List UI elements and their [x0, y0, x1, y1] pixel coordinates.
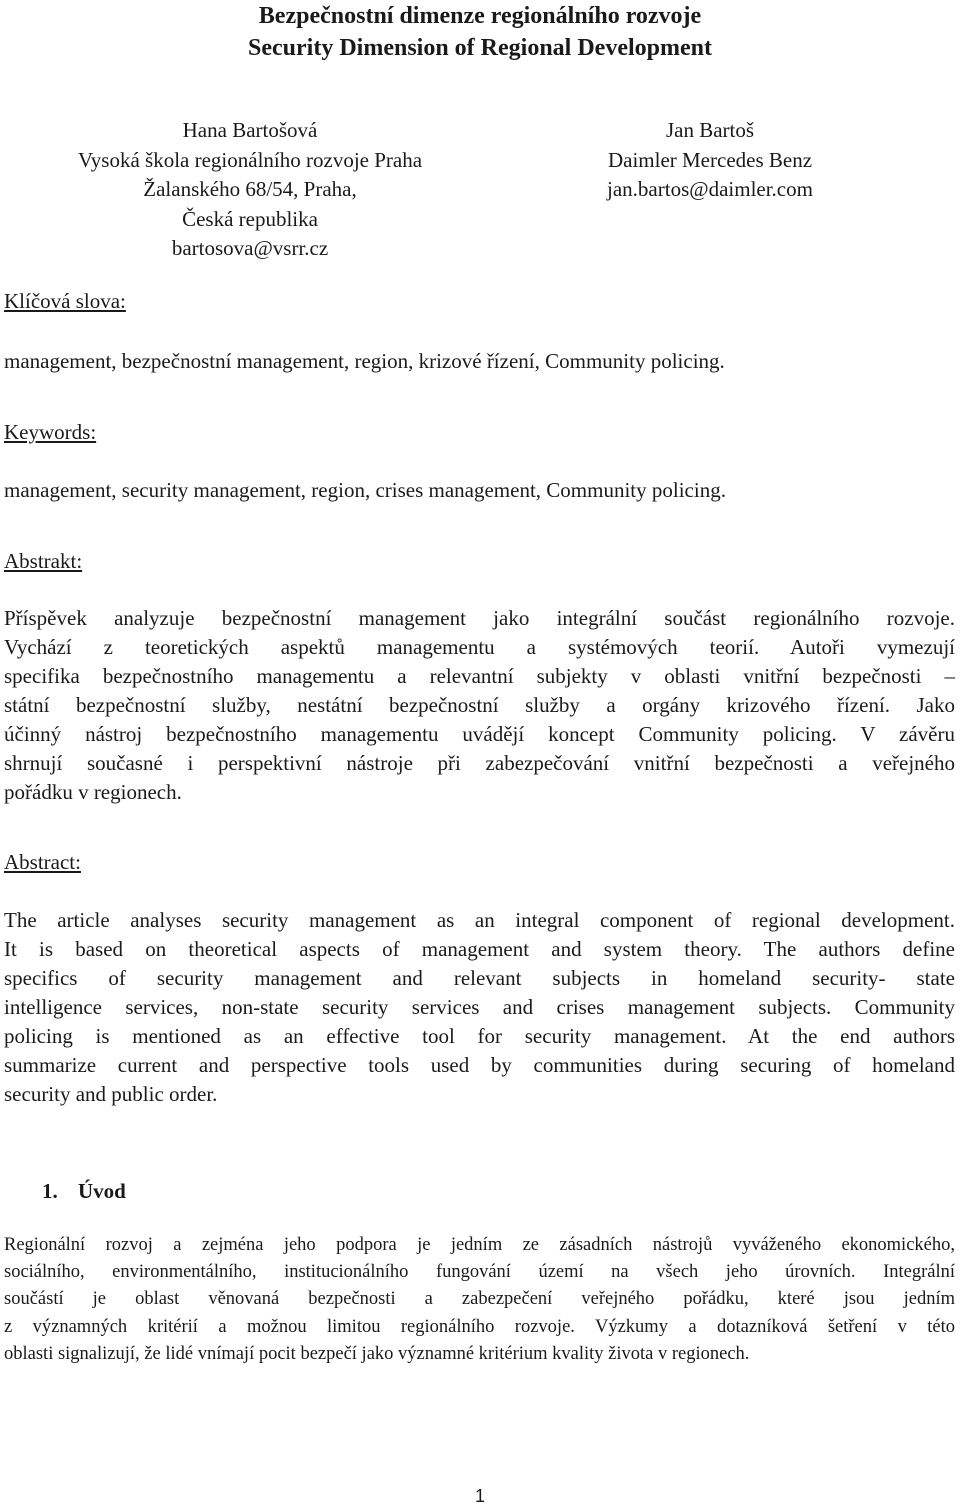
body-line: Regionální rozvoj a zejména jeho podpora je jedním ze zásadních nástrojů vyváženého ekonomického, — [4, 1235, 955, 1255]
author-name: Hana Bartošová — [182, 118, 318, 142]
abstract-cs-line: shrnují současné i perspektivní nástroje při zabezpečování vnitřní bezpečnosti a veřejného — [4, 751, 955, 775]
keywords-cs-text: management, bezpečnostní management, region, krizové řízení, Community policing. — [4, 349, 725, 373]
abstract-cs-line: specifika bezpečnostního managementu a relevantní subjekty v oblasti vnitřní bezpečnosti – — [4, 664, 955, 688]
title-english: Security Dimension of Regional Development — [248, 35, 712, 61]
author-name: Jan Bartoš — [665, 118, 755, 142]
section-title: Úvod — [78, 1179, 126, 1203]
author-affiliation: Vysoká škola regionálního rozvoje Praha — [77, 147, 423, 172]
abstract-cs-line: Vychází z teoretických aspektů managementu a systémových teorií. Autoři vymezují — [4, 635, 955, 659]
abstract-en-line: summarize current and perspective tools used by communities during securing of homeland — [4, 1053, 955, 1077]
abstract-en-line: intelligence services, non-state security services and crises management subjects. Community — [4, 995, 955, 1019]
body-line: součástí je oblast věnovaná bezpečnosti a zabezpečení veřejného pořádku, které jsou jedním — [4, 1289, 955, 1310]
author-affiliation: Daimler Mercedes Benz — [607, 147, 813, 172]
abstract-cs-line: státní bezpečnostní služby, nestátní bezpečnostní služby a orgány krizového řízení. Jako — [4, 693, 955, 717]
keywords-en-label: Keywords: — [4, 420, 97, 444]
author-right — [480, 116, 940, 205]
abstract-en-line: security and public order. — [4, 1082, 218, 1106]
page-number: 1 — [474, 1486, 485, 1506]
author-country: Česká republika — [182, 206, 318, 231]
author-address: Žalanského 68/54, Praha, — [143, 177, 357, 201]
abstract-en-text — [4, 906, 955, 1109]
paper-title — [0, 0, 960, 64]
author-email: bartosova@vsrr.cz — [171, 236, 329, 260]
section-heading — [42, 1177, 126, 1205]
abstract-cs-line: účinný nástroj bezpečnostního managementu uvádějí koncept Community policing. V závěru — [4, 722, 955, 746]
abstract-cs-label: Abstrakt: — [4, 549, 83, 573]
abstract-cs-line: pořádku v regionech. — [4, 780, 182, 804]
abstract-en-line: policing is mentioned as an effective tool for security management. At the end authors — [4, 1024, 955, 1048]
abstract-en-label: Abstract: — [4, 850, 81, 874]
body-line: oblasti signalizují, že lidé vnímají pocit bezpečí jako významné kritérium kvality života v regionech. — [4, 1343, 750, 1364]
body-line: sociálního, environmentálního, institucionálního fungování území na všech jeho úrovních. Integrální — [4, 1262, 955, 1283]
author-left — [20, 116, 480, 264]
body-line: z významných kritérií a možnou limitou regionálního rozvoje. Výzkumy a dotazníková šetření v této — [4, 1316, 955, 1337]
abstract-cs-text — [4, 604, 955, 807]
abstract-en-line: specifics of security management and relevant subjects in homeland security- state — [4, 966, 955, 990]
section-body — [4, 1232, 955, 1368]
author-email: jan.bartos@daimler.com — [607, 177, 813, 201]
abstract-en-line: The article analyses security management as an integral component of regional development. — [4, 908, 955, 932]
abstract-cs-line: Příspěvek analyzuje bezpečnostní management jako integrální součást regionálního rozvoje. — [4, 606, 955, 630]
title-czech: Bezpečnostní dimenze regionálního rozvoje — [258, 3, 702, 29]
keywords-cs-label: Klíčová slova: — [4, 289, 126, 313]
abstract-en-line: It is based on theoretical aspects of management and system theory. The authors define — [4, 937, 955, 961]
section-number: 1. — [42, 1179, 58, 1203]
keywords-en-text: management, security management, region, crises management, Community policing. — [4, 478, 726, 502]
